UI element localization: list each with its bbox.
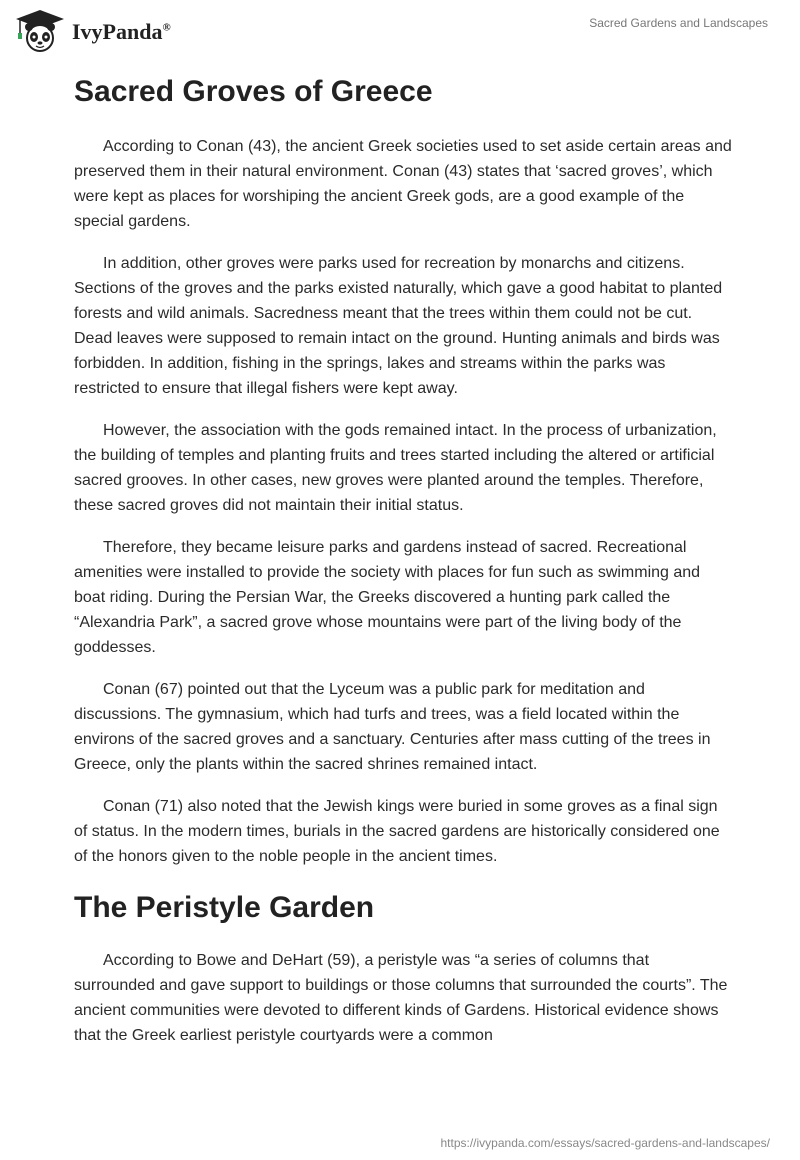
panda-graduate-icon [14, 8, 66, 52]
source-url[interactable]: https://ivypanda.com/essays/sacred-gardens-and-landscapes/ [440, 1136, 770, 1150]
page-header [0, 0, 800, 70]
brand-text: IvyPanda [72, 19, 163, 44]
paragraph: Conan (67) pointed out that the Lyceum was a public park for meditation and discussions. The gymnasium, which had turfs and trees, was a field located within the environs of the sacred groves and a sanctuary. Centuries after mass cutting of the trees in Greece, only the plants within the sacred shrines remained intact. [74, 681, 711, 773]
article-body [74, 70, 734, 1065]
paragraph: According to Conan (43), the ancient Greek societies used to set aside certain areas and preserved them in their natural environment. Conan (43) states that ‘sacred groves’, which were kept as places for worshiping the ancient Greek gods, are a good example of the special gardens. [74, 138, 732, 230]
brand-name [72, 19, 171, 45]
section-heading: The Peristyle Garden [74, 891, 375, 924]
paragraph: According to Bowe and DeHart (59), a peristyle was “a series of columns that surrounded and gave support to buildings or those columns that surrounded the courts”. The ancient communities were devoted to different kinds of Gardens. Historical evidence shows that the Greek earliest peristyle courtyards were a common [74, 952, 728, 1044]
paragraph: Therefore, they became leisure parks and gardens instead of sacred. Recreational amenities were installed to provide the society with places for fun such as swimming and boat riding. During the Persian War, the Greeks discovered a hunting park called the “Alexandria Park”, a sacred grove whose mountains were part of the living body of the goddesses. [74, 539, 701, 656]
registered-mark: ® [162, 21, 171, 34]
section-heading: Sacred Groves of Greece [74, 75, 433, 108]
paragraph: However, the association with the gods remained intact. In the process of urbanization, the building of temples and planting fruits and trees started including the altered or artificial sacred grooves. In other cases, new groves were planted around the temples. Therefore, these sacred groves did not maintain their initial status. [74, 422, 717, 514]
paragraph: In addition, other groves were parks used for recreation by monarchs and citizens. Sections of the groves and the parks existed naturally, which gave a good habitat to planted forests and wild animals. Sacredness meant that the trees within them could not be cut. Dead leaves were supposed to remain intact on the ground. Hunting animals and birds was forbidden. In addition, fishing in the springs, lakes and streams within the parks was restricted to ensure that illegal fishers were kept away. [74, 255, 723, 397]
paragraph: Conan (71) also noted that the Jewish kings were buried in some groves as a final sign of status. In the modern times, burials in the sacred gardens are historically considered one of the honors given to the noble people in the ancient times. [74, 798, 720, 865]
ivypanda-logo[interactable] [14, 8, 171, 52]
document-title: Sacred Gardens and Landscapes [589, 16, 768, 30]
